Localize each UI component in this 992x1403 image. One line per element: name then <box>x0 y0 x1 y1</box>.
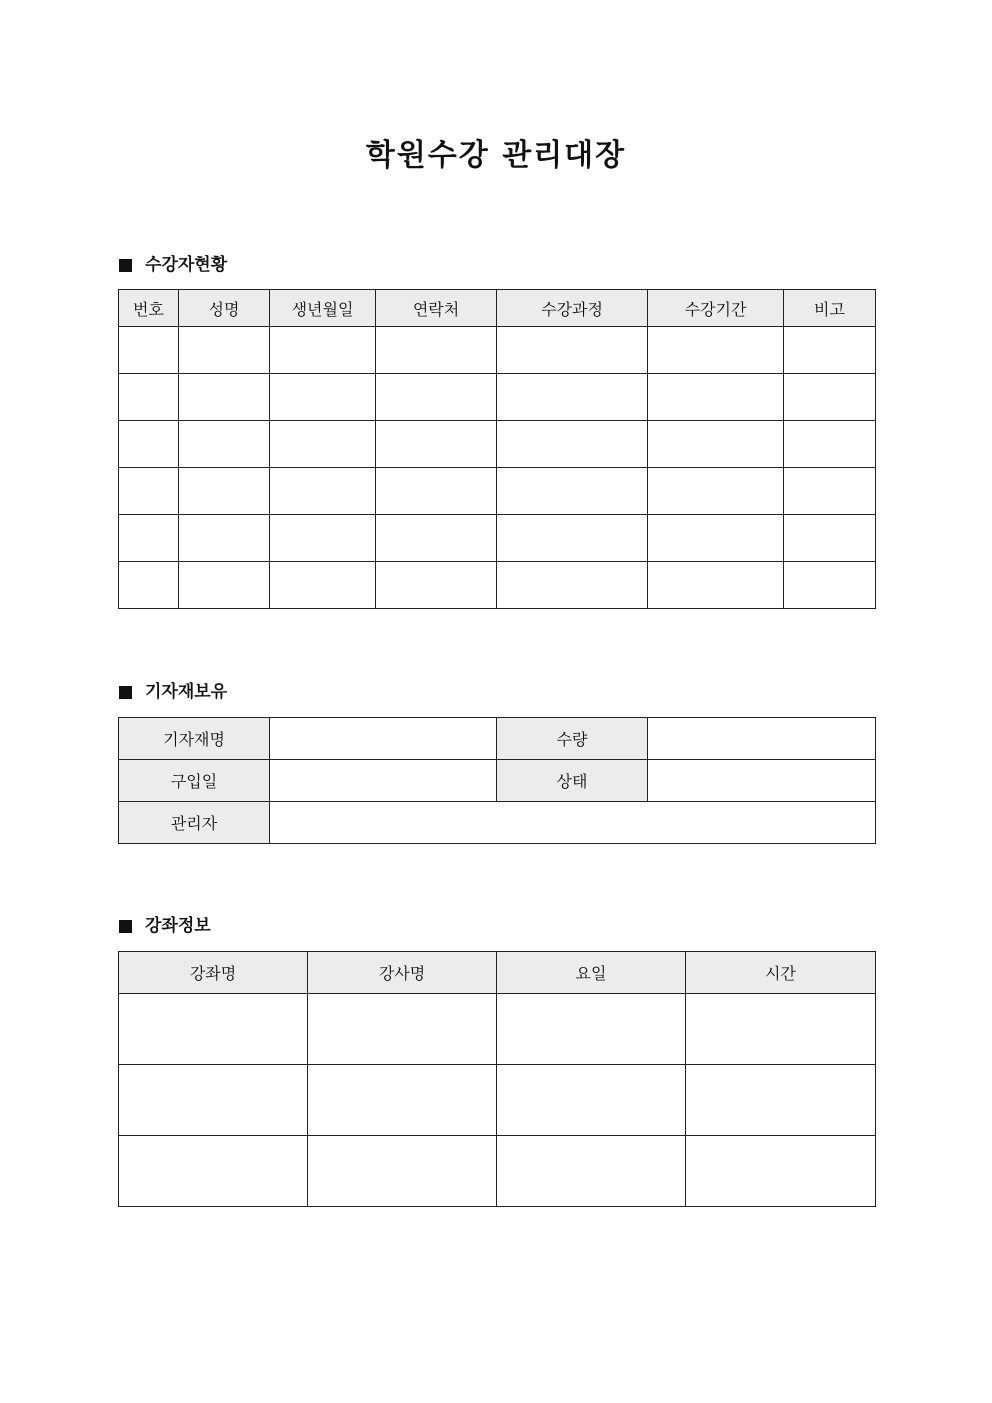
section-heading-courses <box>119 913 211 939</box>
table-cell[interactable] <box>308 994 497 1065</box>
table-cell[interactable] <box>784 562 876 609</box>
table-cell[interactable] <box>648 374 784 421</box>
section-heading-equipment <box>119 679 227 705</box>
table-cell[interactable] <box>270 327 376 374</box>
table-cell[interactable] <box>270 468 376 515</box>
table-cell[interactable] <box>376 327 497 374</box>
table-row <box>119 802 876 844</box>
table-cell[interactable] <box>497 1136 686 1207</box>
table-cell[interactable] <box>270 374 376 421</box>
purchase-date-label: 구입일 <box>119 760 270 802</box>
column-header-weekday: 요일 <box>497 952 686 994</box>
table-row <box>119 760 876 802</box>
table-cell[interactable] <box>376 562 497 609</box>
table-cell[interactable] <box>270 515 376 562</box>
table-cell[interactable] <box>497 327 648 374</box>
table-cell[interactable] <box>179 562 270 609</box>
table-cell[interactable] <box>119 421 179 468</box>
table-cell[interactable] <box>648 468 784 515</box>
table-cell[interactable] <box>686 994 876 1065</box>
column-header-contact: 연락처 <box>376 290 497 327</box>
table-row <box>119 994 876 1065</box>
table-cell[interactable] <box>784 327 876 374</box>
table-cell[interactable] <box>497 1065 686 1136</box>
table-cell[interactable] <box>119 515 179 562</box>
column-header-time: 시간 <box>686 952 876 994</box>
table-cell[interactable] <box>119 327 179 374</box>
page-title: 학원수강 관리대장 <box>365 138 627 173</box>
table-cell[interactable] <box>119 994 308 1065</box>
table-cell[interactable] <box>497 562 648 609</box>
table-cell[interactable] <box>179 468 270 515</box>
table-cell[interactable] <box>648 562 784 609</box>
table-cell[interactable] <box>270 421 376 468</box>
courses-table <box>118 951 876 1207</box>
purchase-date-field[interactable] <box>270 760 497 802</box>
table-cell[interactable] <box>648 421 784 468</box>
square-bullet-icon <box>119 920 132 933</box>
column-header-course: 수강과정 <box>497 290 648 327</box>
table-cell[interactable] <box>497 374 648 421</box>
table-cell[interactable] <box>308 1065 497 1136</box>
table-cell[interactable] <box>119 1065 308 1136</box>
table-cell[interactable] <box>119 562 179 609</box>
courses-header-row <box>119 952 876 994</box>
table-cell[interactable] <box>179 515 270 562</box>
table-cell[interactable] <box>179 374 270 421</box>
column-header-instructor: 강사명 <box>308 952 497 994</box>
column-header-number: 번호 <box>119 290 179 327</box>
table-row <box>119 374 876 421</box>
table-row <box>119 327 876 374</box>
equipment-name-field[interactable] <box>270 718 497 760</box>
quantity-field[interactable] <box>648 718 876 760</box>
table-cell[interactable] <box>376 421 497 468</box>
square-bullet-icon <box>119 686 132 699</box>
manager-label: 관리자 <box>119 802 270 844</box>
table-cell[interactable] <box>119 1136 308 1207</box>
condition-field[interactable] <box>648 760 876 802</box>
section-heading-label: 강좌정보 <box>145 916 211 936</box>
table-cell[interactable] <box>376 374 497 421</box>
table-cell[interactable] <box>784 421 876 468</box>
table-row <box>119 718 876 760</box>
quantity-label: 수량 <box>497 718 648 760</box>
table-row <box>119 421 876 468</box>
table-cell[interactable] <box>179 421 270 468</box>
table-cell[interactable] <box>497 515 648 562</box>
students-header-row <box>119 290 876 327</box>
table-cell[interactable] <box>497 994 686 1065</box>
table-cell[interactable] <box>497 468 648 515</box>
table-cell[interactable] <box>119 374 179 421</box>
table-cell[interactable] <box>270 562 376 609</box>
section-heading-students <box>119 252 227 278</box>
column-header-remarks: 비고 <box>784 290 876 327</box>
table-cell[interactable] <box>784 468 876 515</box>
table-row <box>119 1065 876 1136</box>
table-row <box>119 468 876 515</box>
table-cell[interactable] <box>497 421 648 468</box>
students-table <box>118 289 876 609</box>
column-header-course-name: 강좌명 <box>119 952 308 994</box>
table-cell[interactable] <box>686 1065 876 1136</box>
manager-field[interactable] <box>270 802 876 844</box>
table-row <box>119 1136 876 1207</box>
table-cell[interactable] <box>784 374 876 421</box>
table-cell[interactable] <box>308 1136 497 1207</box>
section-heading-label: 수강자현황 <box>145 255 228 275</box>
table-cell[interactable] <box>686 1136 876 1207</box>
section-heading-label: 기자재보유 <box>145 682 228 702</box>
equipment-name-label: 기자재명 <box>119 718 270 760</box>
table-cell[interactable] <box>119 468 179 515</box>
table-cell[interactable] <box>648 515 784 562</box>
equipment-table <box>118 717 876 844</box>
table-cell[interactable] <box>376 468 497 515</box>
column-header-name: 성명 <box>179 290 270 327</box>
table-cell[interactable] <box>784 515 876 562</box>
table-cell[interactable] <box>179 327 270 374</box>
table-row <box>119 515 876 562</box>
table-cell[interactable] <box>648 327 784 374</box>
column-header-birthdate: 생년월일 <box>270 290 376 327</box>
table-row <box>119 562 876 609</box>
condition-label: 상태 <box>497 760 648 802</box>
square-bullet-icon <box>119 259 132 272</box>
table-cell[interactable] <box>376 515 497 562</box>
column-header-period: 수강기간 <box>648 290 784 327</box>
